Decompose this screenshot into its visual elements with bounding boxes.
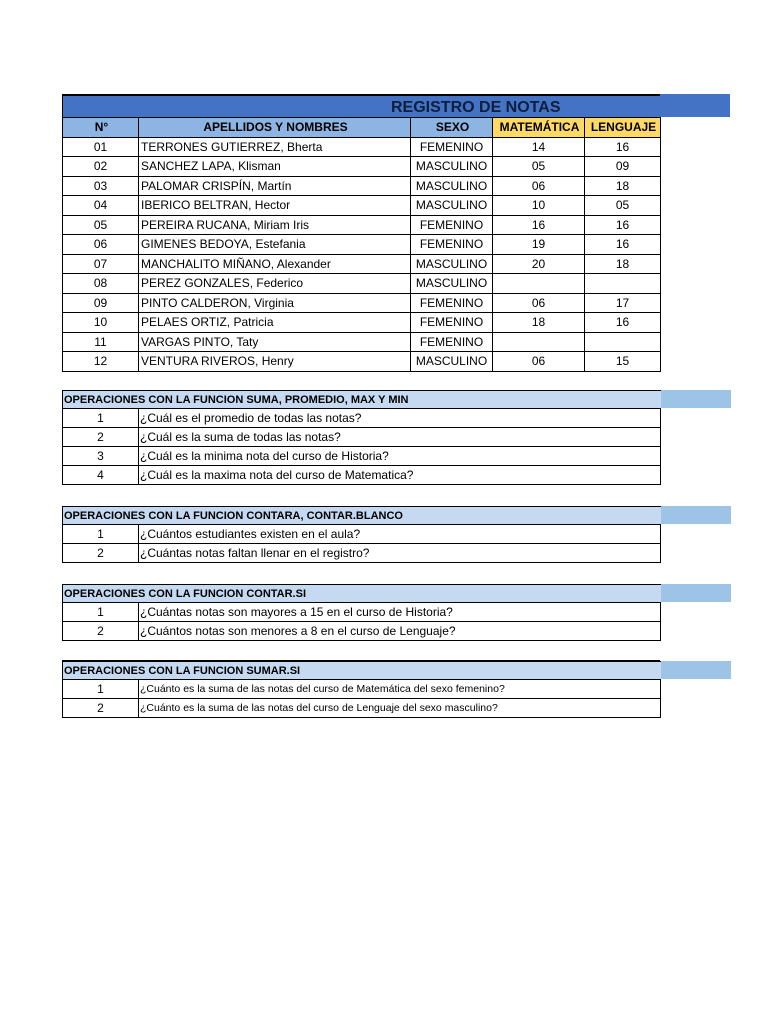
student-len-cell[interactable]: 16 [585,235,661,255]
student-num-cell[interactable]: 11 [63,332,139,352]
student-row [63,254,661,274]
student-row [63,332,661,352]
student-len-cell[interactable]: 15 [585,352,661,372]
questions-table-contara [62,524,661,563]
student-row [63,235,661,255]
header-num[interactable]: N° [63,118,139,138]
question-text-cell[interactable]: ¿Cuántas notas faltan llenar en el registro? [139,544,661,563]
student-sexo-cell[interactable]: FEMENINO [411,235,493,255]
student-num-cell[interactable]: 07 [63,254,139,274]
question-row [63,699,661,718]
student-num-cell[interactable]: 10 [63,313,139,333]
question-row [63,622,661,641]
section-title: OPERACIONES CON LA FUNCION CONTAR.SI [64,588,307,600]
student-len-cell[interactable]: 05 [585,196,661,216]
student-row [63,274,661,294]
questions-table-contarsi [62,602,661,641]
student-name-cell[interactable]: PEREIRA RUCANA, Miriam Iris [139,215,411,235]
student-num-cell[interactable]: 08 [63,274,139,294]
grades-header-row [63,118,661,138]
student-mat-cell[interactable]: 16 [493,215,585,235]
question-number-cell[interactable]: 4 [63,466,139,485]
header-lenguaje[interactable]: LENGUAJE [585,118,661,138]
question-number-cell[interactable]: 1 [63,525,139,544]
student-mat-cell[interactable] [493,274,585,294]
student-sexo-cell[interactable]: MASCULINO [411,254,493,274]
student-name-cell[interactable]: PEREZ GONZALES, Federico [139,274,411,294]
student-sexo-cell[interactable]: FEMENINO [411,313,493,333]
student-name-cell[interactable]: TERRONES GUTIERREZ, Bherta [139,137,411,157]
question-number-cell[interactable]: 2 [63,544,139,563]
student-name-cell[interactable]: PINTO CALDERON, Virginia [139,293,411,313]
student-mat-cell[interactable]: 06 [493,352,585,372]
student-mat-cell[interactable]: 14 [493,137,585,157]
student-name-cell[interactable]: VARGAS PINTO, Taty [139,332,411,352]
student-sexo-cell[interactable]: FEMENINO [411,137,493,157]
student-len-cell[interactable]: 09 [585,157,661,177]
question-text-cell[interactable]: ¿Cuántos estudiantes existen en el aula? [139,525,661,544]
question-number-cell[interactable]: 2 [63,428,139,447]
question-text-cell[interactable]: ¿Cuál es la suma de todas las notas? [139,428,661,447]
question-row [63,466,661,485]
question-row [63,428,661,447]
question-text-cell[interactable]: ¿Cuál es el promedio de todas las notas? [139,409,661,428]
student-len-cell[interactable] [585,332,661,352]
student-num-cell[interactable]: 05 [63,215,139,235]
section-header-suma[interactable] [62,390,730,408]
question-row [63,603,661,622]
student-num-cell[interactable]: 04 [63,196,139,216]
section-title: OPERACIONES CON LA FUNCION SUMA, PROMEDIO, MAX Y MIN [64,394,409,406]
student-len-cell[interactable]: 16 [585,313,661,333]
student-mat-cell[interactable]: 06 [493,293,585,313]
student-mat-cell[interactable] [493,332,585,352]
student-mat-cell[interactable]: 20 [493,254,585,274]
student-row [63,176,661,196]
question-text-cell[interactable]: ¿Cuánto es la suma de las notas del curso de Matemática del sexo femenino? [139,680,661,699]
student-sexo-cell[interactable]: FEMENINO [411,215,493,235]
student-sexo-cell[interactable]: FEMENINO [411,332,493,352]
sheet-title: REGISTRO DE NOTAS [391,99,561,116]
student-mat-cell[interactable]: 19 [493,235,585,255]
student-name-cell[interactable]: MANCHALITO MIÑANO, Alexander [139,254,411,274]
student-len-cell[interactable]: 16 [585,215,661,235]
student-mat-cell[interactable]: 05 [493,157,585,177]
student-row [63,196,661,216]
student-num-cell[interactable]: 01 [63,137,139,157]
student-num-cell[interactable]: 12 [63,352,139,372]
student-sexo-cell[interactable]: FEMENINO [411,293,493,313]
question-row [63,447,661,466]
student-num-cell[interactable]: 06 [63,235,139,255]
student-len-cell[interactable]: 18 [585,254,661,274]
section-title: OPERACIONES CON LA FUNCION CONTARA, CONTAR.BLANCO [64,510,403,522]
question-number-cell[interactable]: 1 [63,603,139,622]
student-sexo-cell[interactable]: MASCULINO [411,274,493,294]
question-text-cell[interactable]: ¿Cuántas notas son mayores a 15 en el curso de Historia? [139,603,661,622]
student-sexo-cell[interactable]: MASCULINO [411,196,493,216]
question-number-cell[interactable]: 1 [63,409,139,428]
student-mat-cell[interactable]: 06 [493,176,585,196]
student-row [63,137,661,157]
student-name-cell[interactable]: SANCHEZ LAPA, Klisman [139,157,411,177]
student-name-cell[interactable]: PALOMAR CRISPÍN, Martín [139,176,411,196]
section-title: OPERACIONES CON LA FUNCION SUMAR.SI [64,665,301,677]
student-num-cell[interactable]: 09 [63,293,139,313]
section-header-sumarsi[interactable] [62,661,730,679]
questions-table-suma [62,408,661,485]
student-row [63,157,661,177]
student-mat-cell[interactable]: 10 [493,196,585,216]
grades-table [62,117,661,372]
student-num-cell[interactable]: 03 [63,176,139,196]
student-mat-cell[interactable]: 18 [493,313,585,333]
student-len-cell[interactable]: 17 [585,293,661,313]
question-row [63,525,661,544]
student-row [63,215,661,235]
student-num-cell[interactable]: 02 [63,157,139,177]
student-row [63,313,661,333]
sheet-title-cell[interactable] [62,94,660,117]
student-name-cell[interactable]: VENTURA RIVEROS, Henry [139,352,411,372]
student-len-cell[interactable]: 18 [585,176,661,196]
question-number-cell[interactable]: 1 [63,680,139,699]
question-number-cell[interactable]: 3 [63,447,139,466]
student-sexo-cell[interactable]: MASCULINO [411,157,493,177]
student-row [63,293,661,313]
header-name[interactable]: APELLIDOS Y NOMBRES [139,118,411,138]
student-name-cell[interactable]: PELAES ORTIZ, Patricia [139,313,411,333]
question-number-cell[interactable]: 2 [63,699,139,718]
student-sexo-cell[interactable]: MASCULINO [411,176,493,196]
section-header-contara[interactable] [62,506,730,524]
student-len-cell[interactable] [585,274,661,294]
student-name-cell[interactable]: GIMENES BEDOYA, Estefania [139,235,411,255]
header-matematica[interactable]: MATEMÁTICA [493,118,585,138]
question-number-cell[interactable]: 2 [63,622,139,641]
question-row [63,544,661,563]
header-sexo[interactable]: SEXO [411,118,493,138]
student-sexo-cell[interactable]: MASCULINO [411,352,493,372]
questions-table-sumarsi [62,679,661,718]
question-text-cell[interactable]: ¿Cuántos notas son menores a 8 en el curso de Lenguaje? [139,622,661,641]
student-name-cell[interactable]: IBERICO BELTRAN, Hector [139,196,411,216]
question-text-cell[interactable]: ¿Cuál es la maxima nota del curso de Matematica? [139,466,661,485]
student-row [63,352,661,372]
question-text-cell[interactable]: ¿Cuál es la minima nota del curso de Historia? [139,447,661,466]
question-row [63,680,661,699]
student-len-cell[interactable]: 16 [585,137,661,157]
question-text-cell[interactable]: ¿Cuánto es la suma de las notas del curso de Lenguaje del sexo masculino? [139,699,661,718]
section-header-contarsi[interactable] [62,584,730,602]
question-row [63,409,661,428]
